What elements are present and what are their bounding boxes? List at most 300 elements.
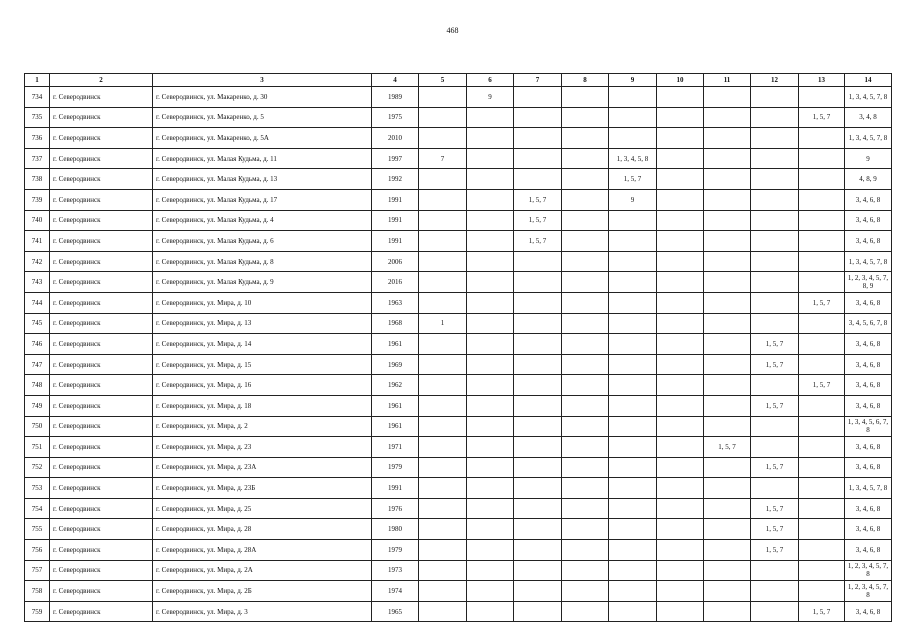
table-cell bbox=[704, 292, 751, 313]
table-cell: 3, 4, 5, 6, 7, 8 bbox=[845, 313, 892, 334]
table-cell bbox=[562, 581, 609, 602]
table-cell bbox=[419, 210, 467, 231]
table-cell bbox=[657, 395, 704, 416]
table-cell bbox=[799, 354, 845, 375]
table-cell: 1965 bbox=[372, 601, 419, 622]
table-cell: г. Северодвинск, ул. Мира, д. 2А bbox=[153, 560, 372, 581]
table-cell bbox=[704, 148, 751, 169]
table-cell bbox=[657, 437, 704, 458]
table-cell bbox=[657, 354, 704, 375]
table-cell bbox=[751, 231, 799, 252]
table-cell bbox=[467, 189, 514, 210]
table-cell: г. Северодвинск, ул. Мира, д. 14 bbox=[153, 334, 372, 355]
table-cell: г. Северодвинск bbox=[50, 457, 153, 478]
table-cell: г. Северодвинск, ул. Мира, д. 16 bbox=[153, 375, 372, 396]
table-cell bbox=[799, 148, 845, 169]
table-cell: г. Северодвинск, ул. Мира, д. 18 bbox=[153, 395, 372, 416]
column-header-12: 12 bbox=[751, 74, 799, 87]
table-cell: 9 bbox=[609, 189, 657, 210]
table-cell: 748 bbox=[25, 375, 50, 396]
table-cell: 1961 bbox=[372, 395, 419, 416]
table-cell bbox=[704, 231, 751, 252]
table-cell bbox=[751, 210, 799, 231]
table-cell bbox=[657, 519, 704, 540]
table-cell bbox=[562, 272, 609, 293]
table-cell bbox=[704, 560, 751, 581]
table-cell bbox=[467, 457, 514, 478]
table-cell bbox=[704, 581, 751, 602]
table-cell bbox=[799, 231, 845, 252]
column-header-11: 11 bbox=[704, 74, 751, 87]
table-cell: г. Северодвинск bbox=[50, 519, 153, 540]
table-cell: 3, 4, 6, 8 bbox=[845, 231, 892, 252]
table-cell: 754 bbox=[25, 498, 50, 519]
table-cell bbox=[704, 189, 751, 210]
table-cell: 4, 8, 9 bbox=[845, 169, 892, 190]
table-cell bbox=[704, 87, 751, 108]
table-cell bbox=[467, 272, 514, 293]
table-cell bbox=[704, 210, 751, 231]
table-cell bbox=[467, 128, 514, 149]
table-cell bbox=[657, 478, 704, 499]
table-cell bbox=[657, 601, 704, 622]
table-cell: г. Северодвинск bbox=[50, 272, 153, 293]
table-cell bbox=[704, 540, 751, 561]
table-cell bbox=[704, 251, 751, 272]
table-cell: 1962 bbox=[372, 375, 419, 396]
table-cell: г. Северодвинск bbox=[50, 395, 153, 416]
table-cell bbox=[704, 375, 751, 396]
table-cell bbox=[467, 231, 514, 252]
table-row bbox=[25, 375, 892, 396]
column-header-2: 2 bbox=[50, 74, 153, 87]
table-cell bbox=[751, 189, 799, 210]
table-cell bbox=[467, 251, 514, 272]
table-cell: г. Северодвинск bbox=[50, 601, 153, 622]
table-cell: 1, 3, 4, 5, 6, 7, 8 bbox=[845, 416, 892, 437]
table-cell bbox=[419, 519, 467, 540]
table-cell bbox=[514, 272, 562, 293]
table-cell bbox=[419, 437, 467, 458]
table-cell bbox=[657, 292, 704, 313]
column-header-6: 6 bbox=[467, 74, 514, 87]
table-cell bbox=[419, 128, 467, 149]
table-row bbox=[25, 107, 892, 128]
table-cell: 3, 4, 6, 8 bbox=[845, 519, 892, 540]
table-row bbox=[25, 272, 892, 293]
table-cell bbox=[562, 601, 609, 622]
table-cell bbox=[751, 437, 799, 458]
table-cell: г. Северодвинск, ул. Малая Кудьма, д. 11 bbox=[153, 148, 372, 169]
table-cell bbox=[704, 457, 751, 478]
table-cell bbox=[514, 334, 562, 355]
table-row bbox=[25, 519, 892, 540]
table-cell bbox=[609, 601, 657, 622]
table-cell bbox=[562, 416, 609, 437]
table-cell bbox=[799, 395, 845, 416]
table-cell bbox=[657, 581, 704, 602]
table-row bbox=[25, 437, 892, 458]
table-cell: 1, 5, 7 bbox=[609, 169, 657, 190]
table-cell bbox=[419, 231, 467, 252]
table-cell: 1979 bbox=[372, 540, 419, 561]
table-cell bbox=[751, 169, 799, 190]
table-cell: г. Северодвинск, ул. Мира, д. 3 bbox=[153, 601, 372, 622]
table-cell bbox=[704, 128, 751, 149]
table-cell: 734 bbox=[25, 87, 50, 108]
table-cell: г. Северодвинск, ул. Мира, д. 23Б bbox=[153, 478, 372, 499]
table-cell: 1, 5, 7 bbox=[751, 334, 799, 355]
table-cell bbox=[657, 87, 704, 108]
table-row bbox=[25, 313, 892, 334]
table-cell: 3, 4, 6, 8 bbox=[845, 540, 892, 561]
table-cell: г. Северодвинск, ул. Малая Кудьма, д. 9 bbox=[153, 272, 372, 293]
table-row bbox=[25, 87, 892, 108]
table-cell bbox=[562, 519, 609, 540]
table-cell: г. Северодвинск, ул. Мира, д. 23А bbox=[153, 457, 372, 478]
table-cell: г. Северодвинск, ул. Макаренко, д. 30 bbox=[153, 87, 372, 108]
table-cell bbox=[419, 251, 467, 272]
table-cell bbox=[467, 478, 514, 499]
table-cell bbox=[419, 87, 467, 108]
column-header-4: 4 bbox=[372, 74, 419, 87]
table-cell bbox=[467, 375, 514, 396]
table-cell bbox=[419, 354, 467, 375]
table-row bbox=[25, 416, 892, 437]
table-cell bbox=[704, 169, 751, 190]
table-cell: 737 bbox=[25, 148, 50, 169]
data-table bbox=[24, 73, 892, 622]
table-cell bbox=[799, 272, 845, 293]
table-cell bbox=[657, 416, 704, 437]
table-cell: 1, 3, 4, 5, 7, 8 bbox=[845, 87, 892, 108]
table-cell bbox=[609, 87, 657, 108]
table-cell: г. Северодвинск bbox=[50, 334, 153, 355]
table-cell: 1, 5, 7 bbox=[751, 395, 799, 416]
table-cell bbox=[562, 87, 609, 108]
table-cell bbox=[704, 272, 751, 293]
table-cell bbox=[751, 375, 799, 396]
table-cell bbox=[704, 498, 751, 519]
table-cell: г. Северодвинск, ул. Мира, д. 15 bbox=[153, 354, 372, 375]
table-cell bbox=[467, 292, 514, 313]
table-cell: 1 bbox=[419, 313, 467, 334]
table-cell: 1997 bbox=[372, 148, 419, 169]
table-cell: 1, 5, 7 bbox=[751, 540, 799, 561]
table-cell bbox=[751, 581, 799, 602]
table-cell: 1, 5, 7 bbox=[799, 601, 845, 622]
table-cell bbox=[609, 292, 657, 313]
table-cell: 1, 3, 4, 5, 7, 8 bbox=[845, 251, 892, 272]
table-row bbox=[25, 395, 892, 416]
table-cell: 1, 5, 7 bbox=[751, 354, 799, 375]
table-cell bbox=[704, 478, 751, 499]
table-cell: 1991 bbox=[372, 189, 419, 210]
table-cell bbox=[609, 581, 657, 602]
table-cell: 738 bbox=[25, 169, 50, 190]
table-cell bbox=[514, 107, 562, 128]
table-cell: 1991 bbox=[372, 478, 419, 499]
table-cell bbox=[609, 416, 657, 437]
table-cell bbox=[419, 189, 467, 210]
table-cell bbox=[514, 354, 562, 375]
table-cell bbox=[514, 478, 562, 499]
column-header-14: 14 bbox=[845, 74, 892, 87]
table-cell bbox=[467, 169, 514, 190]
table-row bbox=[25, 581, 892, 602]
table-cell: 1, 5, 7 bbox=[799, 292, 845, 313]
table-cell bbox=[609, 560, 657, 581]
table-cell bbox=[657, 272, 704, 293]
table-cell: 9 bbox=[845, 148, 892, 169]
table-cell bbox=[514, 498, 562, 519]
table-cell bbox=[467, 519, 514, 540]
table-cell bbox=[467, 107, 514, 128]
table-cell bbox=[562, 128, 609, 149]
table-cell bbox=[419, 416, 467, 437]
table-cell bbox=[562, 210, 609, 231]
table-cell: 1, 5, 7 bbox=[751, 498, 799, 519]
table-cell bbox=[751, 478, 799, 499]
table-cell bbox=[419, 334, 467, 355]
table-cell: 1991 bbox=[372, 231, 419, 252]
table-cell: г. Северодвинск, ул. Макаренко, д. 5А bbox=[153, 128, 372, 149]
table-cell bbox=[657, 313, 704, 334]
table-cell bbox=[514, 519, 562, 540]
table-cell bbox=[609, 540, 657, 561]
table-cell bbox=[657, 560, 704, 581]
table-cell bbox=[609, 395, 657, 416]
table-cell bbox=[704, 519, 751, 540]
table-cell bbox=[467, 601, 514, 622]
table-cell bbox=[609, 313, 657, 334]
table-cell: 1989 bbox=[372, 87, 419, 108]
table-cell: г. Северодвинск, ул. Мира, д. 10 bbox=[153, 292, 372, 313]
table-cell: 3, 4, 6, 8 bbox=[845, 601, 892, 622]
table-cell: 1973 bbox=[372, 560, 419, 581]
table-cell bbox=[751, 601, 799, 622]
table-cell bbox=[562, 189, 609, 210]
table-cell bbox=[799, 416, 845, 437]
table-cell: 1, 5, 7 bbox=[514, 231, 562, 252]
column-header-10: 10 bbox=[657, 74, 704, 87]
table-cell bbox=[562, 457, 609, 478]
table-cell bbox=[514, 395, 562, 416]
table-cell bbox=[609, 272, 657, 293]
table-cell bbox=[657, 107, 704, 128]
table-cell: г. Северодвинск bbox=[50, 581, 153, 602]
table-cell bbox=[799, 519, 845, 540]
table-cell bbox=[751, 416, 799, 437]
table-cell bbox=[799, 560, 845, 581]
table-cell: 1, 5, 7 bbox=[799, 107, 845, 128]
table-cell bbox=[751, 148, 799, 169]
table-cell: г. Северодвинск, ул. Малая Кудьма, д. 13 bbox=[153, 169, 372, 190]
table-cell: г. Северодвинск bbox=[50, 148, 153, 169]
table-cell bbox=[514, 148, 562, 169]
table-cell: 1979 bbox=[372, 457, 419, 478]
table-cell bbox=[609, 107, 657, 128]
table-row bbox=[25, 128, 892, 149]
table-cell: 741 bbox=[25, 231, 50, 252]
page-number: 468 bbox=[446, 26, 459, 35]
table-cell bbox=[562, 540, 609, 561]
table-cell: 745 bbox=[25, 313, 50, 334]
table-cell: 1961 bbox=[372, 416, 419, 437]
table-cell bbox=[751, 560, 799, 581]
table-cell: 1, 2, 3, 4, 5, 7, 8 bbox=[845, 560, 892, 581]
table-cell bbox=[799, 581, 845, 602]
table-cell bbox=[514, 581, 562, 602]
table-cell bbox=[704, 313, 751, 334]
table-cell bbox=[657, 540, 704, 561]
table-cell: 1, 5, 7 bbox=[514, 210, 562, 231]
table-cell bbox=[609, 478, 657, 499]
table-cell: г. Северодвинск bbox=[50, 498, 153, 519]
table-cell: 3, 4, 6, 8 bbox=[845, 189, 892, 210]
table-cell bbox=[562, 560, 609, 581]
table-cell bbox=[419, 395, 467, 416]
table-cell bbox=[657, 189, 704, 210]
table-cell bbox=[467, 437, 514, 458]
table-cell bbox=[704, 334, 751, 355]
table-cell bbox=[799, 169, 845, 190]
table-cell: г. Северодвинск bbox=[50, 128, 153, 149]
table-cell: 7 bbox=[419, 148, 467, 169]
table-cell: 3, 4, 6, 8 bbox=[845, 457, 892, 478]
table-cell bbox=[514, 437, 562, 458]
table-cell: 1976 bbox=[372, 498, 419, 519]
table-cell bbox=[467, 210, 514, 231]
column-header-8: 8 bbox=[562, 74, 609, 87]
table-row bbox=[25, 169, 892, 190]
table-cell bbox=[609, 231, 657, 252]
table-cell: 1, 2, 3, 4, 5, 7, 8, 9 bbox=[845, 272, 892, 293]
table-cell: 1, 5, 7 bbox=[751, 457, 799, 478]
table-cell: г. Северодвинск bbox=[50, 87, 153, 108]
table-cell: г. Северодвинск, ул. Малая Кудьма, д. 6 bbox=[153, 231, 372, 252]
table-cell bbox=[562, 395, 609, 416]
column-header-5: 5 bbox=[419, 74, 467, 87]
table-cell bbox=[419, 292, 467, 313]
table-cell bbox=[514, 292, 562, 313]
table-cell: г. Северодвинск bbox=[50, 189, 153, 210]
table-cell: 1, 2, 3, 4, 5, 7, 8 bbox=[845, 581, 892, 602]
table-cell: 742 bbox=[25, 251, 50, 272]
table-cell bbox=[514, 601, 562, 622]
table-cell bbox=[562, 251, 609, 272]
table-cell bbox=[609, 437, 657, 458]
table-cell: 747 bbox=[25, 354, 50, 375]
column-header-7: 7 bbox=[514, 74, 562, 87]
table-cell bbox=[657, 375, 704, 396]
column-header-9: 9 bbox=[609, 74, 657, 87]
table-cell: 3, 4, 6, 8 bbox=[845, 375, 892, 396]
table-cell: 749 bbox=[25, 395, 50, 416]
table-cell bbox=[514, 416, 562, 437]
table-cell: 1, 5, 7 bbox=[799, 375, 845, 396]
table-cell: г. Северодвинск bbox=[50, 560, 153, 581]
table-row bbox=[25, 231, 892, 252]
table-cell bbox=[704, 107, 751, 128]
table-cell bbox=[704, 354, 751, 375]
table-cell: 2016 bbox=[372, 272, 419, 293]
table-cell bbox=[514, 87, 562, 108]
table-cell: 1961 bbox=[372, 334, 419, 355]
table-cell bbox=[562, 231, 609, 252]
table-cell: 1991 bbox=[372, 210, 419, 231]
table-cell: 746 bbox=[25, 334, 50, 355]
table-cell: г. Северодвинск, ул. Макаренко, д. 5 bbox=[153, 107, 372, 128]
table-row bbox=[25, 498, 892, 519]
table-cell: г. Северодвинск bbox=[50, 313, 153, 334]
table-cell bbox=[514, 560, 562, 581]
table-cell: г. Северодвинск bbox=[50, 107, 153, 128]
table-row bbox=[25, 148, 892, 169]
table-cell: 1992 bbox=[372, 169, 419, 190]
table-cell bbox=[419, 375, 467, 396]
table-cell bbox=[562, 292, 609, 313]
table-cell: г. Северодвинск bbox=[50, 478, 153, 499]
table-cell: г. Северодвинск, ул. Мира, д. 2Б bbox=[153, 581, 372, 602]
table-cell: 3, 4, 6, 8 bbox=[845, 437, 892, 458]
table-cell bbox=[419, 540, 467, 561]
table-cell: г. Северодвинск bbox=[50, 437, 153, 458]
table-cell bbox=[657, 210, 704, 231]
table-row bbox=[25, 354, 892, 375]
table-cell bbox=[467, 395, 514, 416]
table-cell bbox=[419, 478, 467, 499]
table-row bbox=[25, 601, 892, 622]
table-cell: 1, 5, 7 bbox=[704, 437, 751, 458]
table-cell bbox=[562, 169, 609, 190]
table-cell bbox=[751, 292, 799, 313]
table-cell bbox=[657, 231, 704, 252]
table-cell: г. Северодвинск bbox=[50, 416, 153, 437]
table-cell bbox=[609, 128, 657, 149]
table-cell bbox=[609, 375, 657, 396]
table-cell bbox=[799, 478, 845, 499]
table-cell bbox=[467, 313, 514, 334]
table-row bbox=[25, 334, 892, 355]
table-cell: г. Северодвинск, ул. Мира, д. 28А bbox=[153, 540, 372, 561]
table-cell bbox=[514, 251, 562, 272]
table-cell: 750 bbox=[25, 416, 50, 437]
table-cell: 1, 5, 7 bbox=[514, 189, 562, 210]
table-cell bbox=[704, 416, 751, 437]
table-cell bbox=[799, 540, 845, 561]
table-cell: г. Северодвинск, ул. Мира, д. 13 bbox=[153, 313, 372, 334]
table-cell: г. Северодвинск bbox=[50, 354, 153, 375]
table-cell bbox=[657, 148, 704, 169]
table-cell: 744 bbox=[25, 292, 50, 313]
table-cell bbox=[514, 540, 562, 561]
table-cell bbox=[562, 498, 609, 519]
column-header-13: 13 bbox=[799, 74, 845, 87]
table-cell bbox=[514, 169, 562, 190]
table-cell: г. Северодвинск bbox=[50, 540, 153, 561]
table-cell: 1, 3, 4, 5, 7, 8 bbox=[845, 478, 892, 499]
table-cell: 9 bbox=[467, 87, 514, 108]
table-cell bbox=[419, 169, 467, 190]
table-cell bbox=[751, 313, 799, 334]
table-cell: 735 bbox=[25, 107, 50, 128]
table-cell bbox=[467, 416, 514, 437]
table-cell: 3, 4, 6, 8 bbox=[845, 498, 892, 519]
table-cell bbox=[657, 128, 704, 149]
table-cell bbox=[799, 128, 845, 149]
table-cell bbox=[657, 169, 704, 190]
